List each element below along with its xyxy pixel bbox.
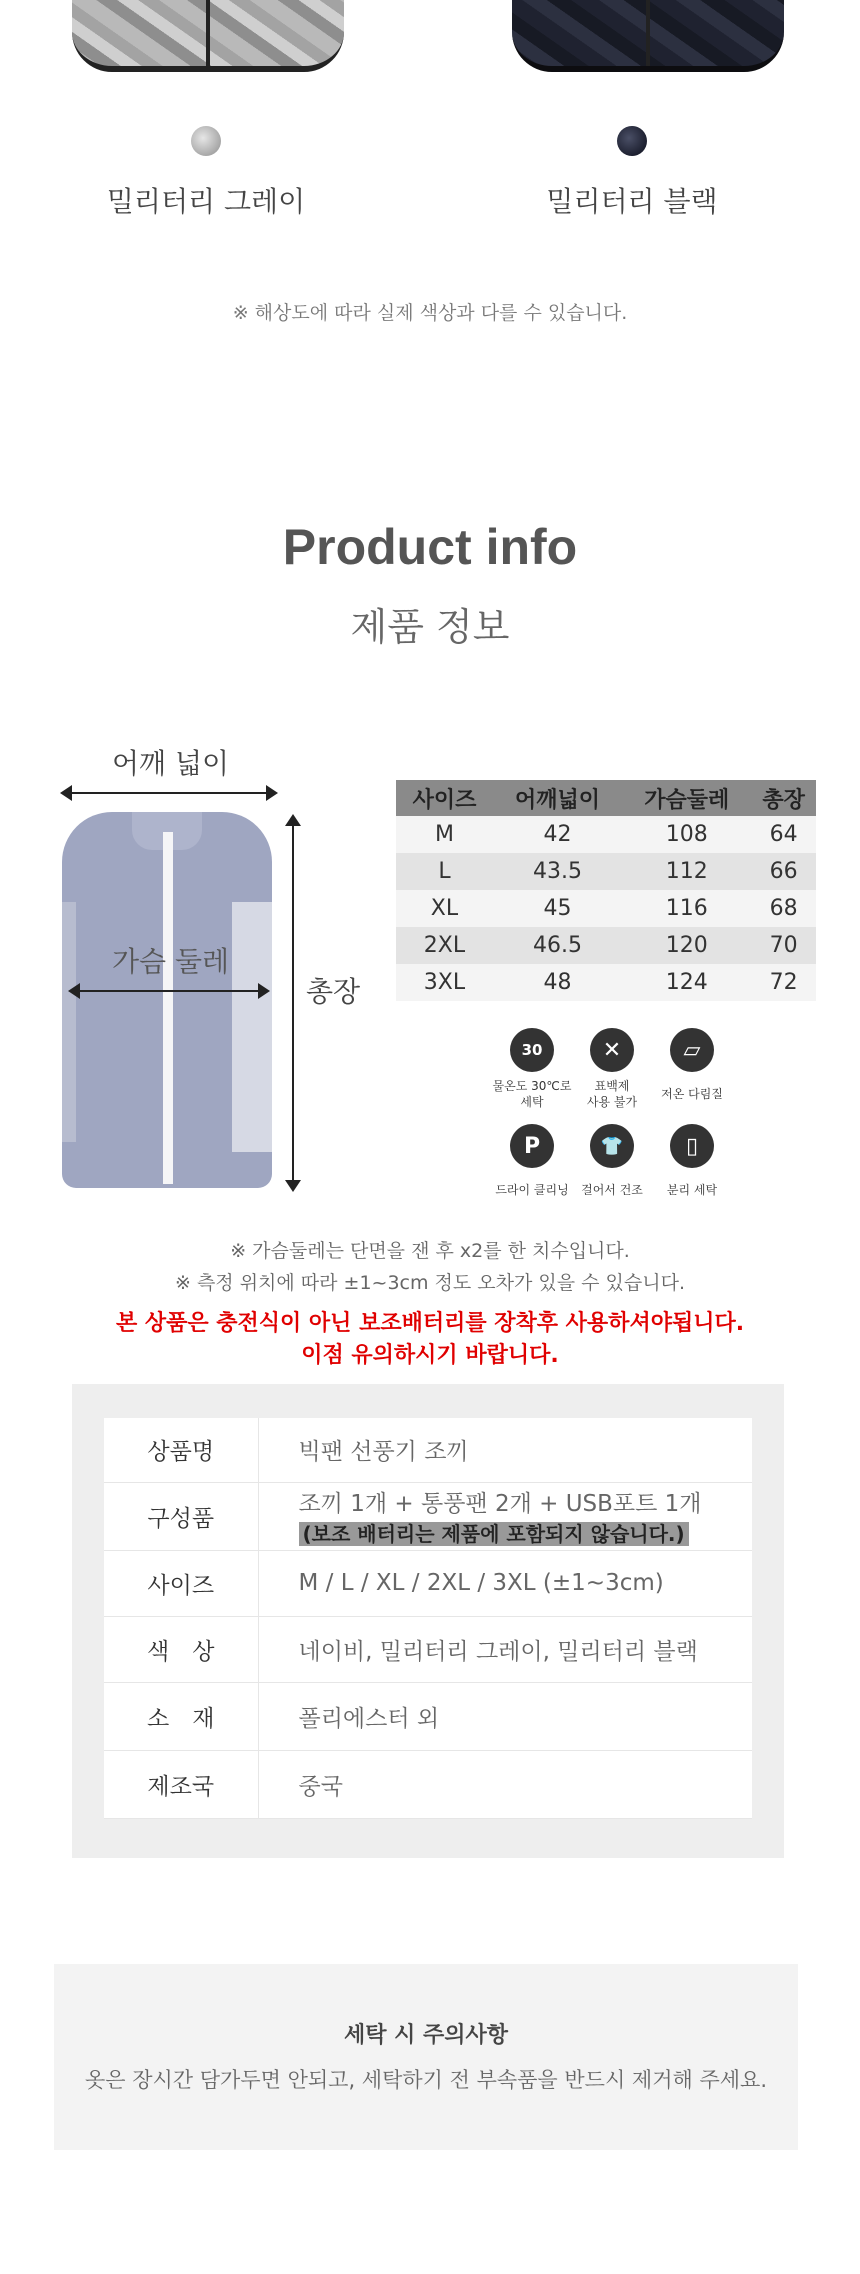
color-name-black: 밀리터리 블랙 xyxy=(546,185,718,218)
table-row xyxy=(396,890,816,927)
table-row xyxy=(104,1418,752,1482)
care-iron-low: ▱ 저온 다림질 xyxy=(644,1028,740,1102)
vest-illustration xyxy=(62,812,272,1188)
table-cell: 120 xyxy=(622,927,751,964)
components-note: (보조 배터리는 제품에 포함되지 않습니다.) xyxy=(299,1522,689,1546)
length-arrow xyxy=(292,820,294,1184)
table-cell: 124 xyxy=(622,964,751,1001)
table-row xyxy=(396,964,816,1001)
product-info-subtitle: 제품 정보 xyxy=(350,605,510,649)
table-cell: L xyxy=(396,853,493,890)
battery-warning: 본 상품은 충전식이 아닌 보조배터리를 장착후 사용하셔야됩니다. xyxy=(115,1311,745,1336)
care-no-bleach: ✕ 표백제 사용 불가 xyxy=(564,1028,660,1110)
separate-wash-icon: ▯ xyxy=(670,1124,714,1168)
color-name-gray: 밀리터리 그레이 xyxy=(106,185,306,218)
spec-key: 제조국 xyxy=(104,1750,258,1818)
table-cell: 42 xyxy=(493,816,622,853)
table-cell: 66 xyxy=(751,853,816,890)
spec-key: 사이즈 xyxy=(104,1550,258,1616)
spec-key: 색 상 xyxy=(104,1616,258,1682)
spec-table xyxy=(104,1418,752,1819)
table-row xyxy=(104,1550,752,1616)
vest-black-image xyxy=(512,0,784,72)
table-cell: M xyxy=(396,816,493,853)
care-hang-dry: 👕 걸어서 건조 xyxy=(564,1124,660,1198)
table-row xyxy=(104,1482,752,1550)
table-cell: 48 xyxy=(493,964,622,1001)
care-wash-30: 30 물온도 30℃로 세탁 xyxy=(484,1028,580,1110)
care-separate-wash: ▯ 분리 세탁 xyxy=(644,1124,740,1198)
table-cell: 112 xyxy=(622,853,751,890)
spec-value: 네이비, 밀리터리 그레이, 밀리터리 블랙 xyxy=(258,1616,752,1682)
table-cell: 108 xyxy=(622,816,751,853)
spec-value xyxy=(258,1482,752,1550)
table-row xyxy=(104,1682,752,1750)
wash-caution-title: 세탁 시 주의사항 xyxy=(343,2023,509,2048)
note-chest: ※ 가슴둘레는 단면을 잰 후 x2를 한 치수입니다. xyxy=(230,1240,630,1262)
wash-caution-box xyxy=(54,1964,798,2150)
length-label: 총장 xyxy=(306,975,361,1008)
black-swatch xyxy=(617,126,647,156)
shoulder-arrow xyxy=(62,792,274,794)
table-cell: 116 xyxy=(622,890,751,927)
table-row xyxy=(396,927,816,964)
spec-key: 구성품 xyxy=(104,1482,258,1550)
vest-gray-image xyxy=(72,0,344,72)
battery-warning-2: 이점 유의하시기 바랍니다. xyxy=(301,1343,559,1368)
wash-caution-text: 옷은 장시간 담가두면 안되고, 세탁하기 전 부속품을 반드시 제거해 주세요. xyxy=(84,2068,767,2092)
spec-value: M / L / XL / 2XL / 3XL (±1~3cm) xyxy=(258,1550,752,1616)
size-table xyxy=(396,780,816,1001)
shoulder-label: 어깨 넓이 xyxy=(112,747,230,780)
table-row xyxy=(104,1750,752,1818)
components-text: 조끼 1개 + 통풍팬 2개 + USB포트 1개 xyxy=(298,1491,702,1517)
length-header: 총장 xyxy=(751,780,816,816)
chest-header: 가슴둘레 xyxy=(622,780,751,816)
table-cell: 64 xyxy=(751,816,816,853)
no-bleach-icon: ✕ xyxy=(590,1028,634,1072)
wash-30-icon: 30 xyxy=(510,1028,554,1072)
spec-key: 소 재 xyxy=(104,1682,258,1750)
iron-low-icon: ▱ xyxy=(670,1028,714,1072)
table-cell: 43.5 xyxy=(493,853,622,890)
table-cell: 72 xyxy=(751,964,816,1001)
table-cell: XL xyxy=(396,890,493,927)
product-info-title: Product info xyxy=(282,519,578,575)
table-cell: 2XL xyxy=(396,927,493,964)
table-cell: 3XL xyxy=(396,964,493,1001)
shoulder-header: 어깨넓이 xyxy=(493,780,622,816)
note-tolerance: ※ 측정 위치에 따라 ±1~3cm 정도 오차가 있을 수 있습니다. xyxy=(174,1272,685,1294)
hang-dry-icon: 👕 xyxy=(590,1124,634,1168)
table-row xyxy=(104,1616,752,1682)
table-row xyxy=(396,816,816,853)
table-row xyxy=(396,853,816,890)
chest-arrow xyxy=(70,990,266,992)
spec-key: 상품명 xyxy=(104,1418,258,1482)
dry-clean-icon: P xyxy=(510,1124,554,1168)
size-header: 사이즈 xyxy=(396,780,493,816)
table-cell: 70 xyxy=(751,927,816,964)
chest-label: 가슴 둘레 xyxy=(112,945,230,978)
color-note: ※ 해상도에 따라 실제 색상과 다를 수 있습니다. xyxy=(232,302,628,324)
spec-box xyxy=(72,1384,784,1858)
spec-value: 빅팬 선풍기 조끼 xyxy=(258,1418,752,1482)
table-cell: 45 xyxy=(493,890,622,927)
gray-swatch xyxy=(191,126,221,156)
table-cell: 46.5 xyxy=(493,927,622,964)
table-cell: 68 xyxy=(751,890,816,927)
spec-value: 폴리에스터 외 xyxy=(258,1682,752,1750)
spec-value: 중국 xyxy=(258,1750,752,1818)
care-dry-clean: P 드라이 클리닝 xyxy=(484,1124,580,1198)
